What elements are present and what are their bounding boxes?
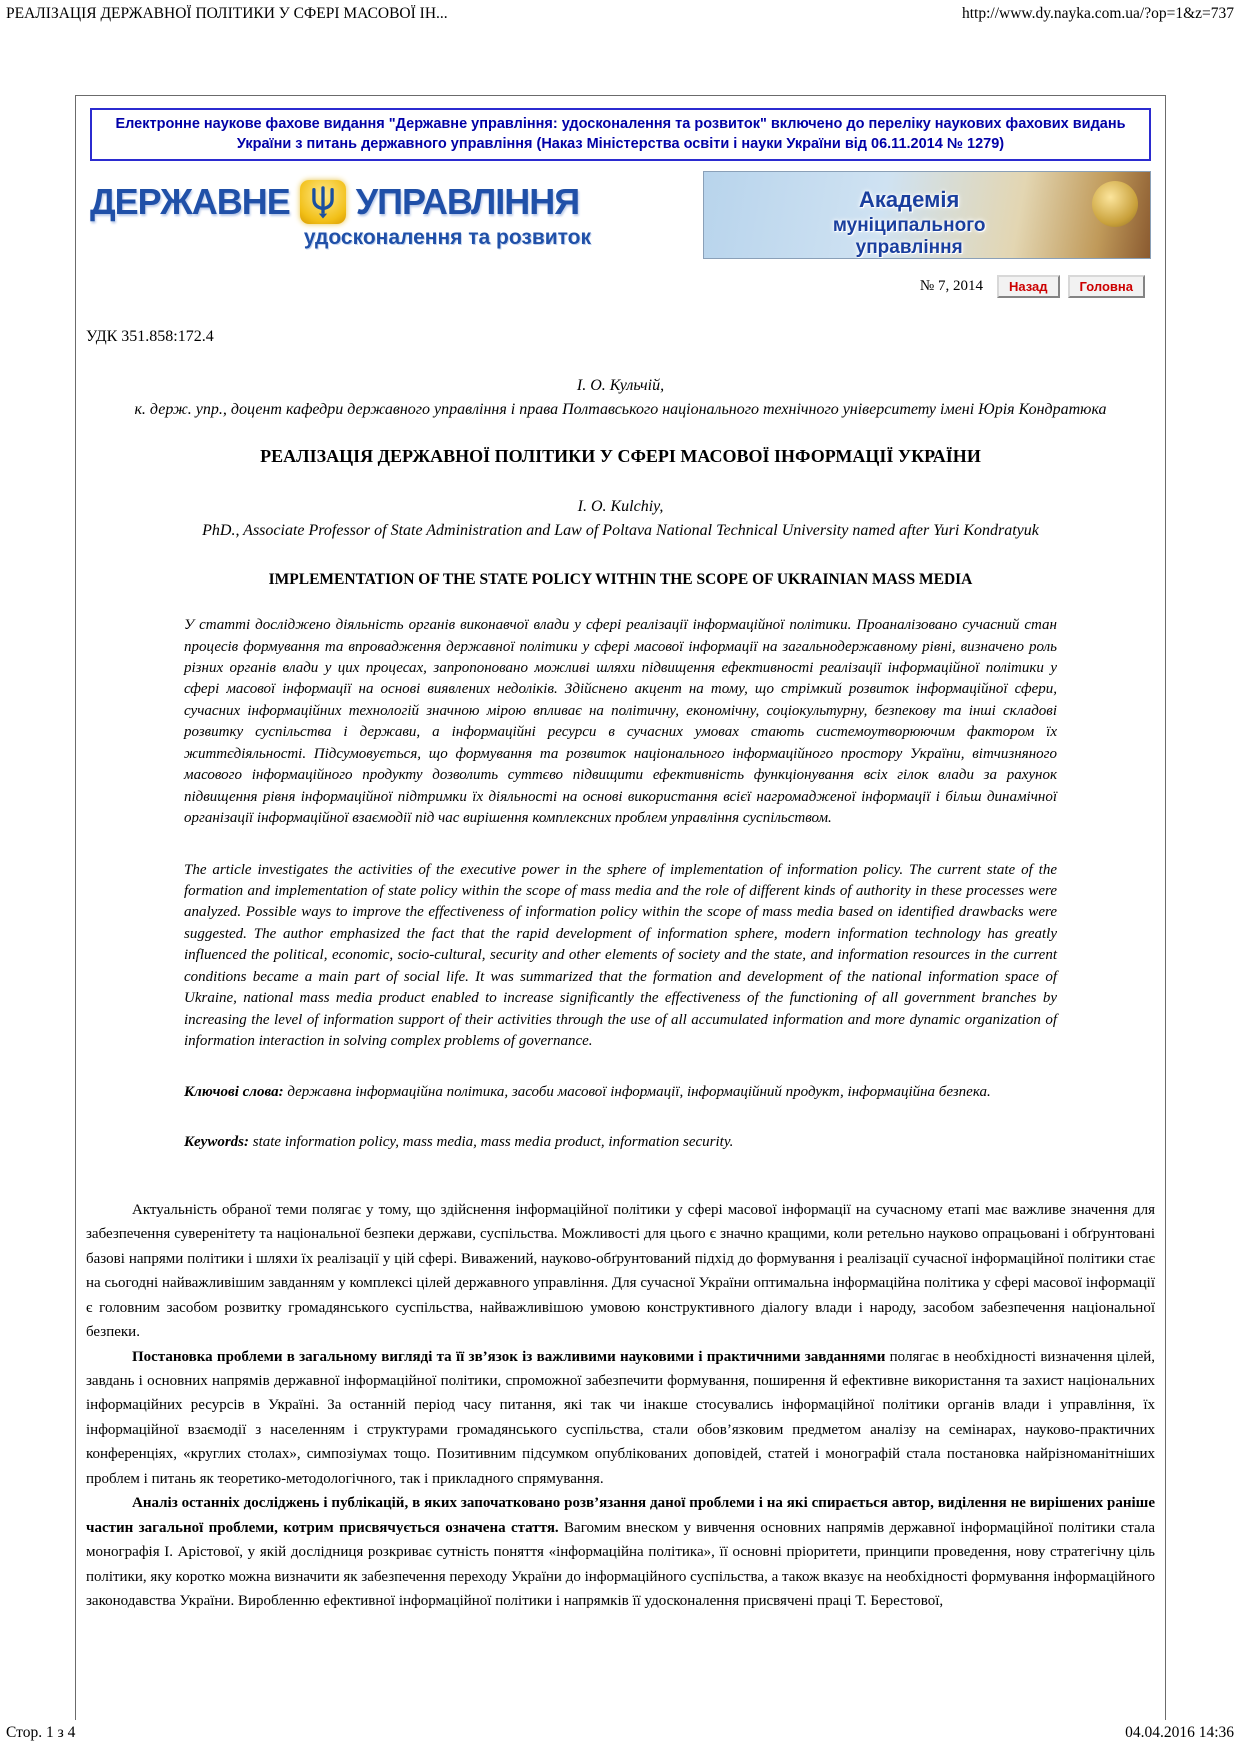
udk-number: УДК 351.858:172.4 <box>86 328 214 346</box>
paragraph-text: Вагомим внеском у вивчення основних напрямів державної інформаційної політики стала монографія І. Арістової, у якій дослідниця розкриває сутність поняття «інформаційна політика», її основні пріоритети, принципи проведення, нову стратегічну ціль політики, яку коротко можна визначити як забезпечення переходу України до інформаційного суспільства, а також вказує на необхідності формування інформаційного законодавства України. Виробленню ефективної інформаційної політики і напрямків її удосконалення присвячені праці Т. Берестової, <box>86 1519 1155 1609</box>
keywords-en <box>184 1132 1057 1154</box>
logo-word-derzhavne: ДЕРЖАВНЕ <box>90 181 290 223</box>
paragraph-lead: Аналіз останніх досліджень і публікацій, в яких започатковано розв’язання даної проблеми і на які спирається автор, виділення не вирішених раніше частин загальної проблеми, котрим присвячується означена стаття. <box>86 1495 1155 1536</box>
logo-word-upravlinnia: УПРАВЛІННЯ <box>355 181 580 223</box>
article-frame <box>75 95 1166 1720</box>
academy-banner[interactable] <box>703 171 1151 259</box>
author-affiliation-en: PhD., Associate Professor of State Administration and Law of Poltava National Technical University named after Yuri Kondratyuk <box>202 522 1039 540</box>
back-button[interactable]: Назад <box>997 275 1060 298</box>
journal-logo[interactable] <box>90 171 595 259</box>
article-title-ua: РЕАЛІЗАЦІЯ ДЕРЖАВНОЇ ПОЛІТИКИ У СФЕРІ МАСОВОЇ ІНФОРМАЦІЇ УКРАЇНИ <box>260 446 981 467</box>
paragraph-text: Актуальність обраної теми полягає у тому, що здійснення інформаційної політики у сфері масової інформації на сучасному етапі має важливе значення для забезпечення суверенітету та національної безпеки держави, суспільства. Можливості для цього є значно кращими, коли ретельно науково опрацьовані і обґрунтовані базові напрями політики і шляхи їх реалізації у цій сфері. Виважений, науково-обґрунтований підхід до формування і реалізації сучасної інформаційної політики стає на сьогодні найважливішим завданням у комплексі цілей державного управління. Для сучасної України оптимальна інформаційна політика у сфері масової інформації є головним засобом розвитку громадянського суспільства, найважливішою умовою конструктивного діалогу влади і народу, засобом забезпечення національної безпеки. <box>86 1201 1155 1341</box>
trident-emblem-icon <box>300 180 346 224</box>
paragraph-problem-statement <box>86 1345 1155 1492</box>
journal-logo-subtitle: удосконалення та розвиток <box>303 226 591 250</box>
journal-logo-title <box>90 180 595 224</box>
paragraph-relevance <box>86 1198 1155 1345</box>
author-name-en: I. O. Kulchiy, <box>577 498 664 516</box>
page-number: Стор. 1 з 4 <box>6 1724 76 1741</box>
keywords-en-text: state information policy, mass media, mass media product, information security. <box>252 1134 734 1151</box>
print-header <box>6 5 1234 23</box>
keywords-ua <box>184 1082 1057 1104</box>
article-body <box>86 1198 1155 1613</box>
print-header-url: http://www.dy.nayka.com.ua/?op=1&z=737 <box>961 5 1234 22</box>
keywords-ua-text: державна інформаційна політика, засоби масової інформації, інформаційний продукт, інформаційна безпека. <box>287 1084 991 1101</box>
author-affiliation-ua: к. держ. упр., доцент кафедри державного управління і права Полтавського національного технічного університету імені Юрія Кондратюка <box>134 401 1107 419</box>
print-datetime: 04.04.2016 14:36 <box>1125 1724 1234 1741</box>
masthead <box>90 171 1151 259</box>
paragraph-text: полягає в необхідності визначення цілей, завдань і основних напрямів державної інформаційної політики, спроможної забезпечити формування, поширення й ефективне використання та захист національних інформаційних ресурсів в Україні. За останній період часу питання, які так чи інакше стосувались інформаційної політики органів влади і управління, їх інформаційної взаємодії з населенням і структурами громадянського суспільства, стали обов’язковим предметом аналізу на семінарах, науково-практичних конференціях, «круглих столах», симпозіумах тощо. Позитивним підсумком опублікованих доповідей, статей і монографій стала постановка найрізноманітніших проблем і питань як теоретико-методологічного, так і прикладного спрямування. <box>86 1348 1155 1487</box>
keywords-ua-label: Ключові слова: <box>184 1084 284 1101</box>
abstract-ua: У статті досліджено діяльність органів виконавчої влади у сфері реалізації інформаційної політики. Проаналізовано сучасний стан процесів формування та впровадження державної політики у сфері масової інформації на загальнодержавному рівні, визначено роль різних органів влади у цих процесах, запропоновано можливі шляхи підвищення ефективності реалізації інформаційної політики у сфері масової інформації на основі виявлених недоліків. Здійснено акцент на тому, що стрімкий розвиток інформаційної сфери, сучасних інформаційних технологій значною мірою впливає на політичну, економічну, соціокультурну, безпекову та інші складові розвитку суспільства і держави, а інформаційні ресурси в сучасних умовах стають системоутворюючим фактором їх життєдіяльності. Підсумовується, що формування та розвиток національного інформаційного простору України, вітчизняного масового інформаційного продукту дозволить суттєво підвищити ефективність функціонування всіх гілок влади за рахунок підвищення рівня інформаційної підтримки їх діяльності на основі використання всієї нагромадженої інформації і більш динамічної організації інформаційної взаємодії під час вирішення комплексних проблем управління суспільством. <box>184 617 1057 827</box>
academy-name-line1: Академія <box>859 187 960 213</box>
home-button[interactable]: Головна <box>1068 275 1145 298</box>
article-title-en: IMPLEMENTATION OF THE STATE POLICY WITHIN THE SCOPE OF UKRAINIAN MASS MEDIA <box>268 571 973 589</box>
author-name-ua: І. О. Кульчій, <box>576 377 665 395</box>
academy-building-photo <box>1092 181 1138 227</box>
academy-name <box>798 187 1021 259</box>
issue-number: № 7, 2014 <box>919 278 983 295</box>
paragraph-lead: Постановка проблеми в загальному вигляді та її зв’язок із важливими науковими і практичними завданнями <box>132 1348 886 1365</box>
author-block-en <box>84 495 1157 543</box>
academy-name-line2: муніципального управління <box>832 215 986 259</box>
print-header-title: РЕАЛІЗАЦІЯ ДЕРЖАВНОЇ ПОЛІТИКИ У СФЕРІ МАСОВОЇ ІН... <box>6 5 448 22</box>
author-block-ua <box>84 374 1157 422</box>
abstract-en: The article investigates the activities of the executive power in the sphere of implementation of information policy. The current state of the formation and implementation of state policy within the scope of mass media and the role of different kinds of authority in these processes were analyzed. Possible ways to improve the effectiveness of information policy within the scope of mass media based on identified drawbacks were suggested. The author emphasized the fact that the rapid development of information sphere, modern information technology has greatly influenced the political, economic, socio-cultural, security and other elements of society and the state, and information resources in the current conditions became a main part of social life. It was summarized that the formation and development of the national information space of Ukraine, national mass media product enabled to increase significantly the effectiveness of the functioning of all government branches by increasing the level of information support of their activities through the use of all accumulated information and more dynamic organization of information interaction in solving complex problems of governance. <box>184 861 1057 1049</box>
print-footer <box>6 1724 1234 1742</box>
keywords-en-label: Keywords: <box>184 1134 249 1151</box>
issue-row <box>96 275 1145 298</box>
paragraph-literature-review <box>86 1491 1155 1613</box>
notice-banner: Електронне наукове фахове видання "Державне управління: удосконалення та розвиток" включено до переліку наукових фахових видань України з питань державного управління (Наказ Міністерства освіти і науки України від 06.11.2014 № 1279) <box>90 108 1151 161</box>
